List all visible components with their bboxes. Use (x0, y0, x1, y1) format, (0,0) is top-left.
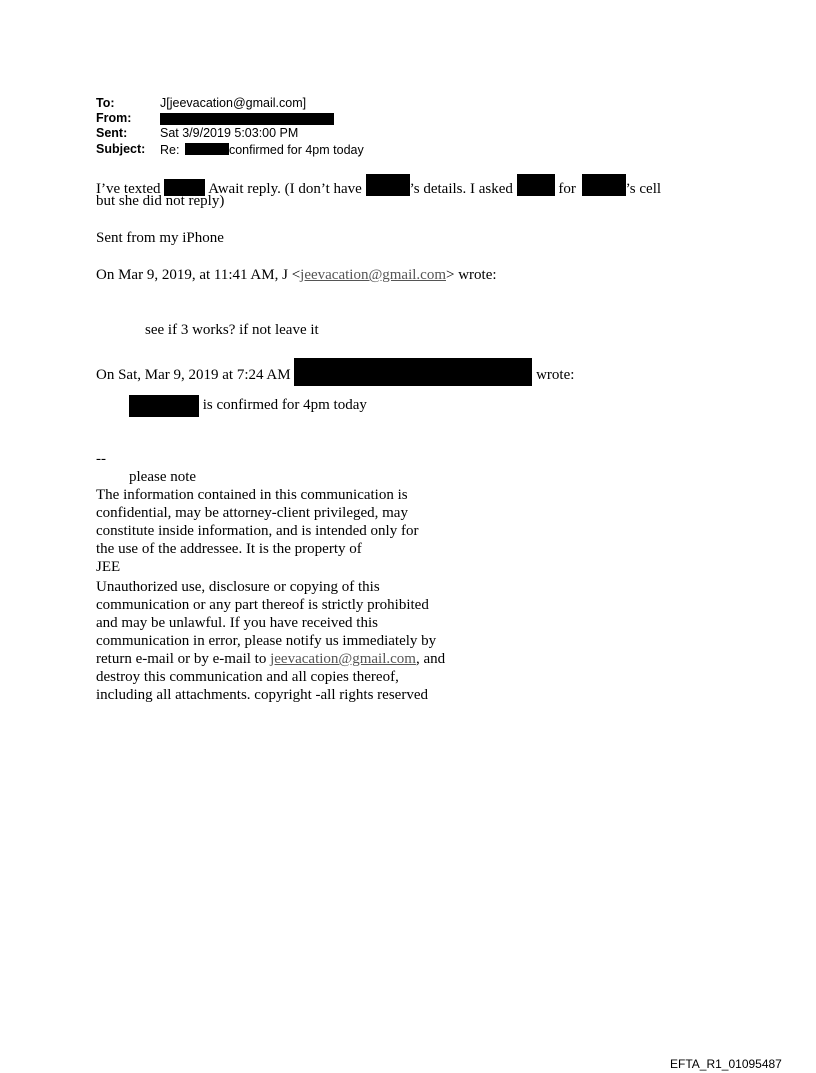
redaction-bar (366, 174, 410, 196)
email-header (96, 97, 496, 161)
disclaimer-line: return e-mail or by e-mail to jeevacation@gmail.com, and (96, 651, 446, 667)
quote2-intro: On Sat, Mar 9, 2019 at 7:24 AM wrote: (96, 358, 574, 386)
subject-label: Subject: (96, 142, 146, 156)
subject-value (160, 143, 364, 157)
disclaimer-line: communication in error, please notify us immediately by (96, 633, 437, 649)
disclaimer-line: communication or any part thereof is strictly prohibited (96, 597, 429, 613)
subject-prefix: Re: (160, 143, 180, 157)
disclaimer-line: the use of the addressee. It is the property of (96, 541, 362, 557)
redaction-bar (582, 174, 626, 196)
to-value: J[jeevacation@gmail.com] (160, 96, 307, 110)
body-line-1: I’ve texted Await reply. (I don’t have ’s details. I asked for ’s cell (96, 174, 661, 198)
redaction-bar (294, 358, 532, 386)
redaction-bar (160, 113, 334, 125)
redaction-bar (185, 143, 229, 155)
quote1-intro: On Mar 9, 2019, at 11:41 AM, J <jeevacation@gmail.com> wrote: (96, 267, 497, 283)
disclaimer-note: please note (129, 469, 197, 485)
signature-separator: -- (96, 451, 106, 467)
disclaimer-line: destroy this communication and all copies thereof, (96, 669, 399, 685)
quote2-text: is confirmed for 4pm today (129, 395, 367, 417)
disclaimer-line: The information contained in this communication is (96, 487, 408, 503)
signature: Sent from my iPhone (96, 230, 224, 246)
subject-suffix: confirmed for 4pm today (228, 143, 364, 157)
from-label: From: (96, 111, 132, 125)
disclaimer-line: including all attachments. copyright -all rights reserved (96, 687, 428, 703)
body-line-2: but she did not reply) (96, 193, 225, 209)
redaction-bar (517, 174, 555, 196)
document-id: EFTA_R1_01095487 (670, 1057, 782, 1071)
email-link[interactable]: jeevacation@gmail.com (270, 651, 416, 667)
quote1-text: see if 3 works? if not leave it (145, 322, 319, 338)
to-label: To: (96, 96, 115, 110)
email-link[interactable]: jeevacation@gmail.com (300, 267, 446, 283)
disclaimer-line: constitute inside information, and is intended only for (96, 523, 419, 539)
disclaimer-line: JEE (96, 559, 121, 575)
disclaimer-line: and may be unlawful. If you have received this (96, 615, 378, 631)
sent-value: Sat 3/9/2019 5:03:00 PM (160, 126, 299, 140)
disclaimer-line: Unauthorized use, disclosure or copying of this (96, 579, 380, 595)
disclaimer-line: confidential, may be attorney-client privileged, may (96, 505, 408, 521)
redaction-bar (129, 395, 199, 417)
sent-label: Sent: (96, 126, 128, 140)
